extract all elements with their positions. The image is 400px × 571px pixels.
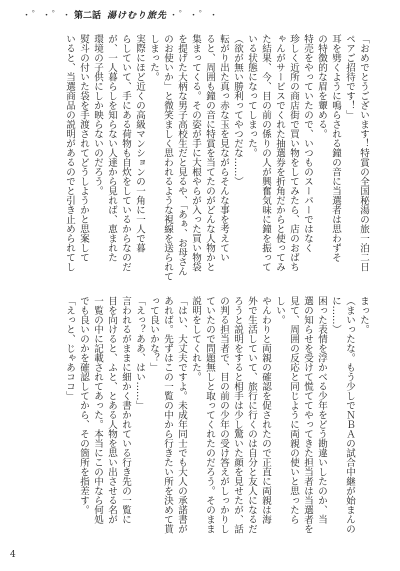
text-line: 熨斗の付いた袋を手渡されてどうしようかと思案して (78, 34, 89, 262)
chapter-title: 湯けむり旅先 (107, 11, 168, 21)
text-line: 一覧の中に記載されてあった。本当にこの中なら何処 (92, 296, 103, 524)
text-line: を提げた大柄な男子高校生だと見るや、「あぁ、お母さん (176, 34, 187, 277)
text-line: でも良いのかを確認してから、その箇所を指差す。 (78, 296, 89, 515)
text-line: あれば。先ずはこの一覧の中から行きたい所を決めて貰 (162, 296, 173, 534)
text-line: 「はい、大丈夫ですよ。未成年同士でも大人の承諾書が (176, 296, 187, 534)
chapter-number: 第二話 (74, 11, 102, 21)
text-line: 見て、周囲の反応と同じように両親の使いと思ったら (288, 296, 299, 524)
text-line: 選の知らせを受けて慌ててやってきた担当者は当選者を (302, 296, 313, 534)
text-line: ると、周囲も鐘の音に特賞を当てたのがどんな人物かと (204, 34, 215, 272)
text-line: いると、当選商品の説明があるのでと引き止められてし (64, 34, 75, 272)
page-number: 4 (10, 550, 16, 560)
text-line: ゃんがサービスでくれた抽選券を折角だからと使ってみ (274, 34, 285, 272)
text-line: た結果、今、目の前の係りの人が興奮気味に鐘を振って (260, 34, 271, 272)
text-line: の判る担当者で、目の前の少年の受け答えがしっかりし (218, 296, 229, 534)
text-line: 外で生活していて、旅行に行くのは自分と友人になるだ (246, 296, 257, 534)
text-line: のお使いか」と微笑ましく思われるような視線を送られて (162, 34, 173, 281)
text-line: 実際にほど近くの高級マンションの一角に一人で暮 (134, 34, 145, 253)
text-line: 言われるがままに細かく書かれている行き先の一覧に (120, 296, 131, 524)
text-line: 説明をしてくれた。 (190, 296, 201, 382)
header-ornament-left: ・゜・゜・ (22, 11, 73, 21)
text-line: に……） (330, 296, 341, 334)
text-line: 困った表情を浮かべる少年をどう勘違いしたのか、当 (316, 296, 327, 524)
text-line: が、一人暮らしを知らない人達から見れば、恵まれた (106, 34, 117, 262)
text-line: 「えっと、じゃあココ」 (64, 296, 75, 401)
text-line: 「えっ？ああ、はい……」 (134, 296, 145, 410)
text-line: （欲が無い勝利ってやつだな……） (232, 34, 243, 186)
chapter-header (22, 9, 219, 23)
upper-text-tier (60, 34, 370, 286)
text-line: （まいったな。もう少しでＮＢＡの試合中継が始まんの (344, 296, 355, 534)
lower-text-tier (60, 296, 370, 548)
text-line: しまった。 (148, 34, 159, 82)
text-line: 「おめでとうございます！特賞の全国秘湯の旅一泊二日 (358, 34, 369, 272)
text-line: って良いかな？」 (148, 296, 159, 372)
header-ornament-right: ・゜・゜・ (169, 11, 220, 21)
text-line: 珍しく近所の商店街で買い物をしてみたら、店のおばち (288, 34, 299, 272)
text-line: ろうと説明をすると相手は少し驚いた顔を見せたが、話 (232, 296, 243, 534)
text-line: らしていて、手にある荷物も自炊をしているからなのだ (120, 34, 131, 272)
text-line: やんわりと両親の確認を促されたので正直に両親は海 (260, 296, 271, 524)
text-line: いる状態になってしまった。 (246, 34, 257, 158)
text-line: 耳を劈くように鳴らされる鐘の音に当選者は思わずそ (330, 34, 341, 262)
text-line: しい。 (274, 296, 285, 325)
text-line: 環境の子供にしか映らないのだろう。 (92, 34, 103, 196)
text-line: の特徴的な眉を顰める。 (316, 34, 327, 139)
text-line: 転がり出た真っ赤な玉を見ながらそんな事を考えてい (218, 34, 229, 262)
text-line: 特売をやっていたので、いつものスーパーではなく (302, 34, 313, 253)
text-line: 目を向けると、ふと、とある人物を思い出させる名が (106, 296, 117, 524)
text-line: ペアご招待です！」 (344, 34, 355, 120)
text-line: 集まってくる。その姿が手に大根やらが入った買い物袋 (190, 34, 201, 272)
text-line: ていたので問題無しと取ってくれたのだろう。そのまま (204, 296, 215, 534)
text-line: まった。 (358, 296, 369, 334)
